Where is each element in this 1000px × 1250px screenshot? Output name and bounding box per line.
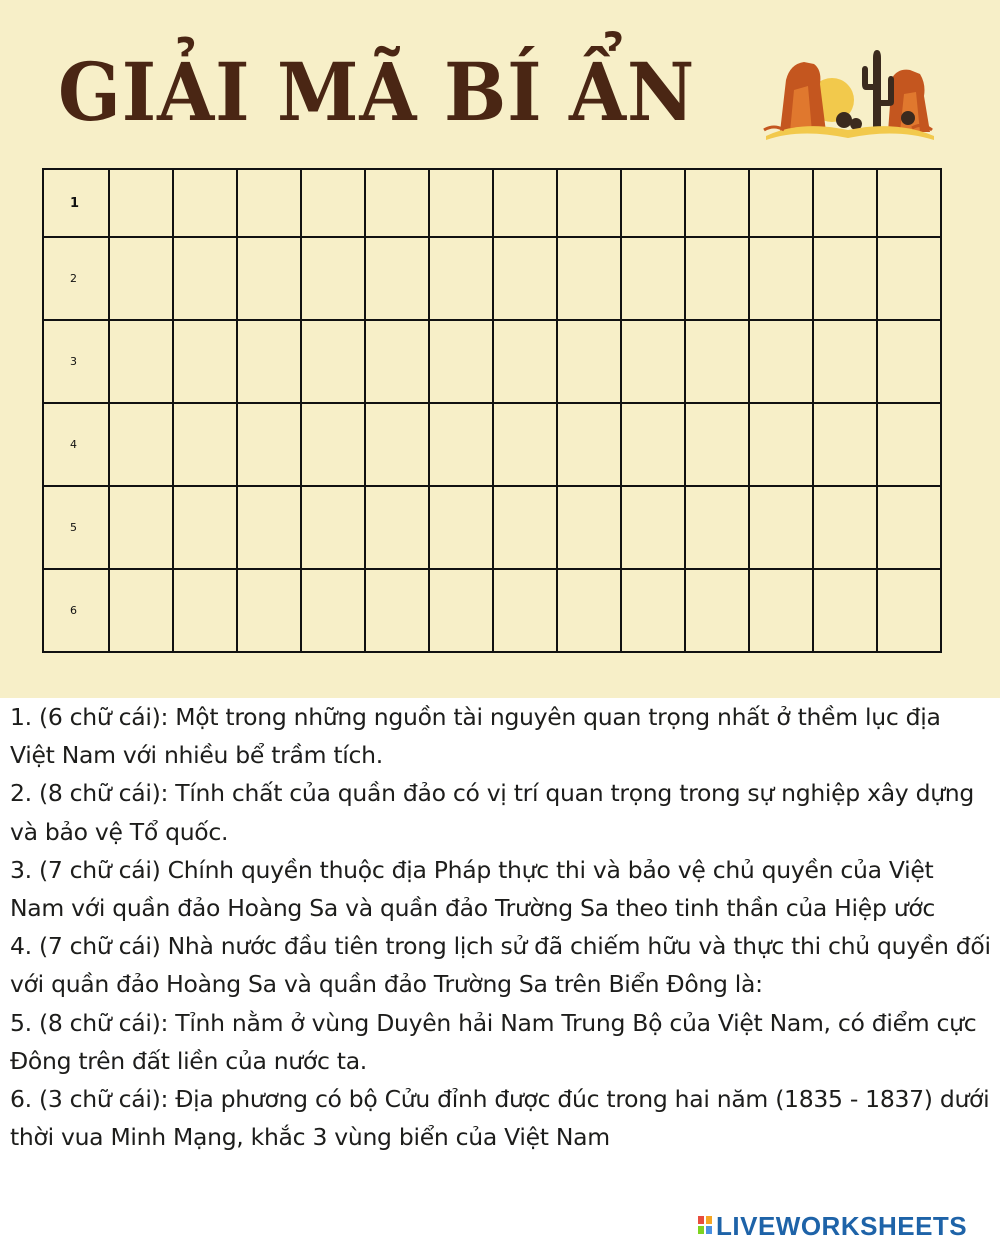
answer-cell[interactable]	[429, 403, 493, 486]
answer-cell[interactable]	[813, 486, 877, 569]
answer-cell[interactable]	[237, 569, 301, 652]
answer-cell[interactable]	[685, 486, 749, 569]
row-number: 5	[43, 486, 109, 569]
page-title: GIẢI MÃ BÍ ẨN	[58, 45, 696, 139]
answer-cell[interactable]	[493, 320, 557, 403]
logo-square-icon	[698, 1226, 704, 1234]
grid-row	[43, 486, 941, 569]
answer-cell[interactable]	[109, 569, 173, 652]
answer-cell[interactable]	[429, 237, 493, 320]
answer-cell[interactable]	[493, 486, 557, 569]
watermark-text: LIVEWORKSHEETS	[716, 1211, 968, 1241]
answer-cell[interactable]	[749, 569, 813, 652]
answer-cell[interactable]	[877, 320, 941, 403]
clue-3: 3. (7 chữ cái) Chính quyền thuộc địa Pháp thực thi và bảo vệ chủ quyền của Việt Nam với quần đảo Hoàng Sa và quần đảo Trường Sa theo tinh thần của Hiệp ước	[10, 855, 936, 923]
answer-cell[interactable]	[749, 320, 813, 403]
answer-cell[interactable]	[173, 237, 237, 320]
answer-cell[interactable]	[301, 237, 365, 320]
answer-cell[interactable]	[557, 486, 621, 569]
answer-cell[interactable]	[301, 486, 365, 569]
answer-cell[interactable]	[749, 169, 813, 237]
answer-cell[interactable]	[685, 169, 749, 237]
answer-cell[interactable]	[301, 403, 365, 486]
desert-book-icon	[760, 40, 940, 140]
logo-square-icon	[706, 1226, 712, 1234]
answer-cell[interactable]	[621, 169, 685, 237]
answer-cell[interactable]	[173, 320, 237, 403]
answer-cell[interactable]	[365, 169, 429, 237]
answer-cell[interactable]	[173, 403, 237, 486]
clue-2: 2. (8 chữ cái): Tính chất của quần đảo có vị trí quan trọng trong sự nghiệp xây dựng và bảo vệ Tổ quốc.	[10, 779, 975, 846]
grid-row	[43, 320, 941, 403]
row-number: 2	[43, 237, 109, 320]
grid-row	[43, 403, 941, 486]
answer-cell[interactable]	[685, 403, 749, 486]
answer-cell[interactable]	[237, 237, 301, 320]
answer-cell[interactable]	[365, 320, 429, 403]
answer-cell[interactable]	[237, 169, 301, 237]
answer-cell[interactable]	[877, 169, 941, 237]
grid-row	[43, 169, 941, 237]
crossword-grid	[42, 168, 942, 653]
answer-cell[interactable]	[365, 403, 429, 486]
answer-cell[interactable]	[173, 486, 237, 569]
clue-6: 6. (3 chữ cái): Địa phương có bộ Cửu đỉnh được đúc trong hai năm (1835 - 1837) dưới thời vua Minh Mạng, khắc 3 vùng biển của Việt Nam	[10, 1085, 990, 1152]
row-number: 4	[43, 403, 109, 486]
answer-cell[interactable]	[237, 320, 301, 403]
answer-cell[interactable]	[813, 569, 877, 652]
answer-cell[interactable]	[109, 486, 173, 569]
row-number: 1	[43, 169, 109, 237]
answer-cell[interactable]	[557, 169, 621, 237]
answer-cell[interactable]	[557, 237, 621, 320]
grid-row	[43, 237, 941, 320]
logo-square-icon	[706, 1216, 712, 1224]
clue-4: 4. (7 chữ cái) Nhà nước đầu tiên trong lịch sử đã chiếm hữu và thực thi chủ quyền đối với quần đảo Hoàng Sa và quần đảo Trường Sa trên Biển Đông là:	[10, 932, 991, 999]
logo-square-icon	[698, 1216, 704, 1224]
answer-cell[interactable]	[429, 486, 493, 569]
answer-cell[interactable]	[429, 320, 493, 403]
answer-cell[interactable]	[621, 569, 685, 652]
answer-cell[interactable]	[749, 237, 813, 320]
answer-cell[interactable]	[749, 403, 813, 486]
answer-cell[interactable]	[237, 486, 301, 569]
answer-cell[interactable]	[877, 237, 941, 320]
answer-cell[interactable]	[493, 169, 557, 237]
answer-cell[interactable]	[877, 403, 941, 486]
answer-cell[interactable]	[621, 403, 685, 486]
answer-cell[interactable]	[813, 169, 877, 237]
clue-1: 1. (6 chữ cái): Một trong những nguồn tài nguyên quan trọng nhất ở thềm lục địa Việt Nam với nhiều bể trầm tích.	[10, 703, 941, 770]
answer-cell[interactable]	[557, 320, 621, 403]
answer-cell[interactable]	[365, 237, 429, 320]
answer-cell[interactable]	[557, 403, 621, 486]
answer-cell[interactable]	[749, 486, 813, 569]
answer-cell[interactable]	[493, 403, 557, 486]
answer-cell[interactable]	[429, 569, 493, 652]
row-number: 6	[43, 569, 109, 652]
answer-cell[interactable]	[365, 486, 429, 569]
answer-cell[interactable]	[173, 569, 237, 652]
answer-cell[interactable]	[365, 569, 429, 652]
answer-cell[interactable]	[621, 320, 685, 403]
answer-cell[interactable]	[493, 569, 557, 652]
answer-cell[interactable]	[877, 486, 941, 569]
answer-cell[interactable]	[109, 237, 173, 320]
row-number: 3	[43, 320, 109, 403]
watermark-logo	[694, 1210, 994, 1244]
answer-cell[interactable]	[109, 403, 173, 486]
grid-row	[43, 569, 941, 652]
answer-cell[interactable]	[685, 569, 749, 652]
answer-cell[interactable]	[813, 403, 877, 486]
answer-cell[interactable]	[813, 237, 877, 320]
answer-cell[interactable]	[557, 569, 621, 652]
answer-cell[interactable]	[301, 169, 365, 237]
answer-cell[interactable]	[877, 569, 941, 652]
answer-cell[interactable]	[301, 320, 365, 403]
answer-cell[interactable]	[493, 237, 557, 320]
answer-cell[interactable]	[685, 320, 749, 403]
answer-cell[interactable]	[813, 320, 877, 403]
answer-cell[interactable]	[621, 237, 685, 320]
answer-cell[interactable]	[237, 403, 301, 486]
answer-cell[interactable]	[301, 569, 365, 652]
answer-cell[interactable]	[109, 320, 173, 403]
clue-5: 5. (8 chữ cái): Tỉnh nằm ở vùng Duyên hải Nam Trung Bộ của Việt Nam, có điểm cực Đông trên đất liền của nước ta.	[10, 1008, 977, 1075]
answer-cell[interactable]	[173, 169, 237, 237]
clue-list	[10, 698, 992, 1156]
answer-cell[interactable]	[685, 237, 749, 320]
answer-cell[interactable]	[621, 486, 685, 569]
answer-cell[interactable]	[109, 169, 173, 237]
answer-cell[interactable]	[429, 169, 493, 237]
